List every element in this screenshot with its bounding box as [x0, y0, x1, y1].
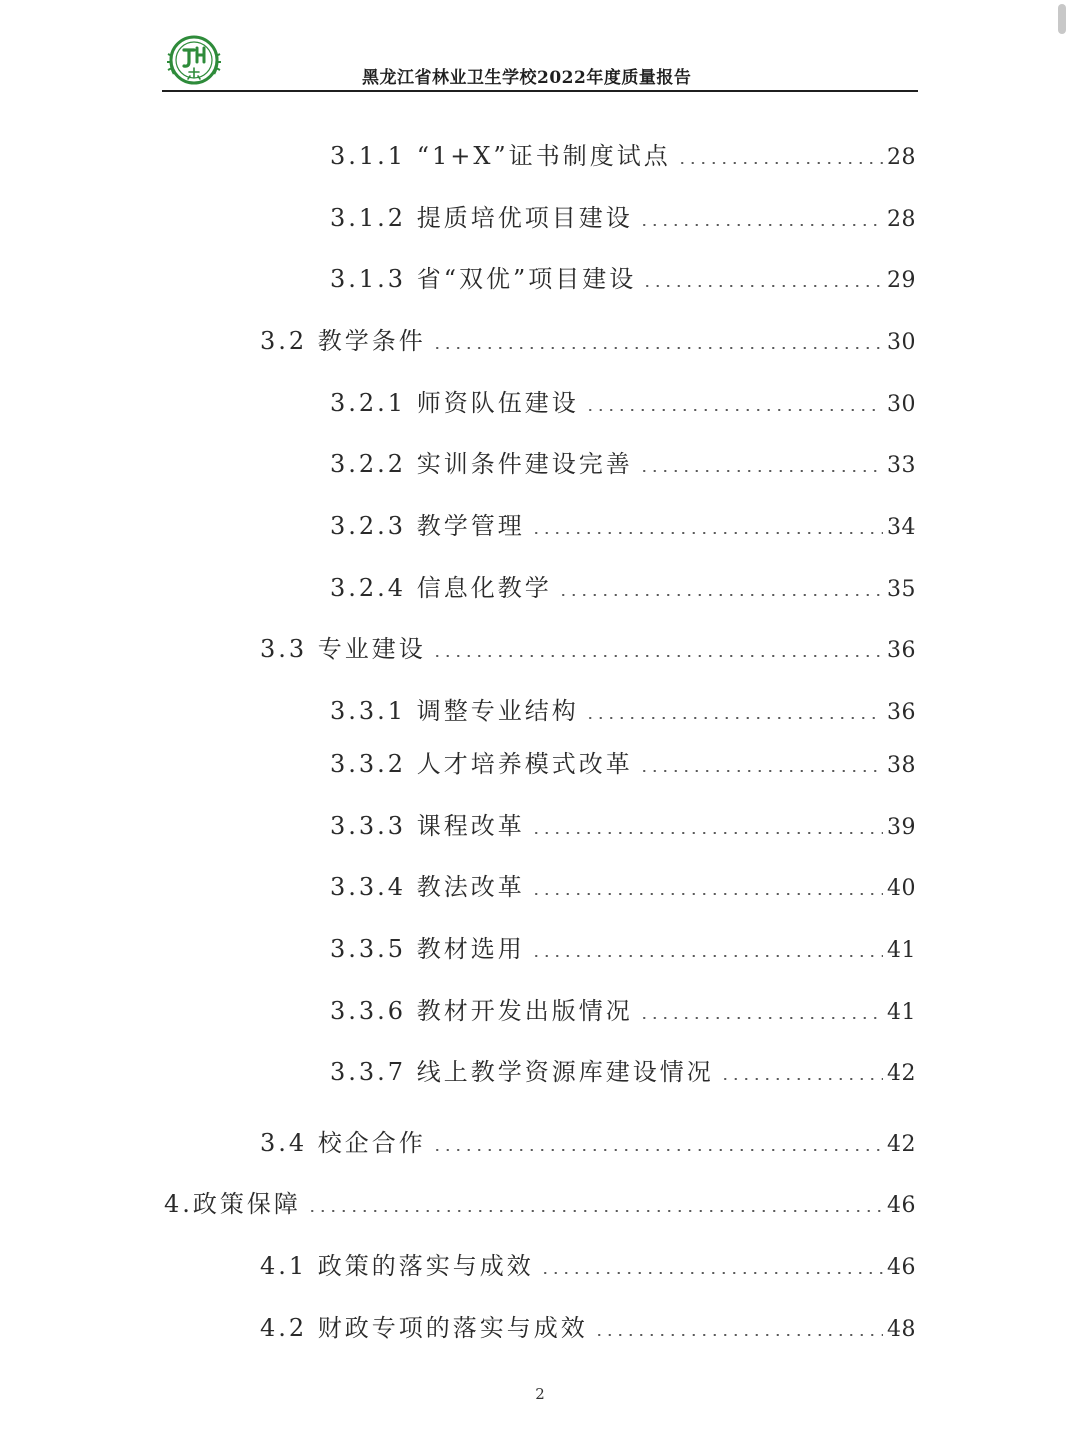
toc-entry-page: 48: [887, 1317, 916, 1342]
toc-entry-label: 3.3.1 调整专业结构: [330, 697, 579, 725]
dot-leader: [432, 347, 883, 349]
toc-entry-label: 3.3.6 教材开发出版情况: [330, 997, 633, 1025]
toc-entry-page: 46: [887, 1255, 916, 1280]
dot-leader: [639, 224, 883, 226]
toc-entry[interactable]: [330, 510, 916, 542]
toc-entry[interactable]: [330, 263, 916, 295]
page-number: 2: [535, 1385, 545, 1403]
toc-entry-label: 3.2.3 教学管理: [330, 512, 525, 540]
toc-entry[interactable]: [260, 1250, 916, 1282]
toc-entry-page: 41: [887, 938, 916, 963]
toc-entry-label: 3.2.2 实训条件建设完善: [330, 450, 633, 478]
toc-entry[interactable]: [330, 572, 916, 604]
toc-entry[interactable]: [330, 695, 916, 727]
toc-entry-page: 28: [887, 207, 916, 232]
toc-entry-page: 46: [887, 1193, 916, 1218]
toc-entry[interactable]: [330, 1056, 916, 1088]
dot-leader: [432, 1149, 883, 1151]
toc-entry-page: 40: [887, 876, 916, 901]
toc-entry-label: 3.3.7 线上教学资源库建设情况: [330, 1058, 714, 1086]
toc-entry-label: 3.3.2 人才培养模式改革: [330, 750, 633, 778]
toc-entry[interactable]: [330, 202, 916, 234]
report-title: 黑龙江省林业卫生学校2022年度质量报告: [362, 68, 692, 88]
toc-entry[interactable]: [330, 995, 916, 1027]
toc-entry-page: 42: [887, 1132, 916, 1157]
toc-entry-page: 36: [887, 638, 916, 663]
toc-entry-label: 3.3.4 教法改革: [330, 873, 525, 901]
dot-leader: [531, 532, 883, 534]
dot-leader: [639, 1017, 883, 1019]
toc-entry-page: 33: [887, 453, 916, 478]
dot-leader: [720, 1078, 883, 1080]
dot-leader: [639, 770, 883, 772]
toc-entry[interactable]: [330, 448, 916, 480]
dot-leader: [531, 893, 883, 895]
toc-entry[interactable]: [330, 387, 916, 419]
toc-entry-label: 3.2.4 信息化教学: [330, 574, 552, 602]
toc-entry-label: 4.1 政策的落实与成效: [260, 1252, 534, 1280]
toc-entry-label: 3.2 教学条件: [260, 327, 426, 355]
toc-entry-label: 3.1.1 “1+X”证书制度试点: [330, 142, 671, 170]
toc-entry-label: 4.政策保障: [164, 1190, 301, 1218]
dot-leader: [642, 285, 883, 287]
toc-entry[interactable]: [330, 810, 916, 842]
toc-entry-label: 4.2 财政专项的落实与成效: [260, 1314, 588, 1342]
toc-entry-page: 30: [887, 392, 916, 417]
toc-entry-label: 3.3.3 课程改革: [330, 812, 525, 840]
dot-leader: [639, 470, 883, 472]
dot-leader: [307, 1210, 883, 1212]
toc-entry-label: 3.1.2 提质培优项目建设: [330, 204, 633, 232]
toc-entry[interactable]: [260, 1127, 916, 1159]
toc-entry-page: 28: [887, 145, 916, 170]
toc-entry[interactable]: [330, 933, 916, 965]
dot-leader: [585, 409, 883, 411]
toc-entry-page: 30: [887, 330, 916, 355]
toc-entry[interactable]: [330, 871, 916, 903]
toc-entry[interactable]: [164, 1188, 916, 1220]
toc-entry[interactable]: [260, 1312, 916, 1344]
toc-entry-label: 3.2.1 师资队伍建设: [330, 389, 579, 417]
toc-entry-page: 38: [887, 753, 916, 778]
toc-entry-label: 3.1.3 省“双优”项目建设: [330, 265, 637, 293]
dot-leader: [558, 594, 883, 596]
toc-entry[interactable]: [260, 633, 916, 665]
toc-entry-label: 3.3.5 教材选用: [330, 935, 525, 963]
toc-entry[interactable]: [260, 325, 916, 357]
toc-entry-page: 34: [887, 515, 916, 540]
dot-leader: [594, 1334, 883, 1336]
dot-leader: [585, 717, 883, 719]
toc-entry[interactable]: [330, 140, 916, 172]
toc-entry-page: 36: [887, 700, 916, 725]
toc-entry-page: 29: [887, 268, 916, 293]
dot-leader: [677, 162, 883, 164]
toc-entry-page: 35: [887, 577, 916, 602]
toc-entry-page: 42: [887, 1061, 916, 1086]
toc-entry-page: 39: [887, 815, 916, 840]
toc-entry-page: 41: [887, 1000, 916, 1025]
toc-entry[interactable]: [330, 748, 916, 780]
dot-leader: [540, 1272, 883, 1274]
toc-entry-label: 3.4 校企合作: [260, 1129, 426, 1157]
dot-leader: [531, 955, 883, 957]
dot-leader: [531, 832, 883, 834]
toc-entry-label: 3.3 专业建设: [260, 635, 426, 663]
dot-leader: [432, 655, 883, 657]
